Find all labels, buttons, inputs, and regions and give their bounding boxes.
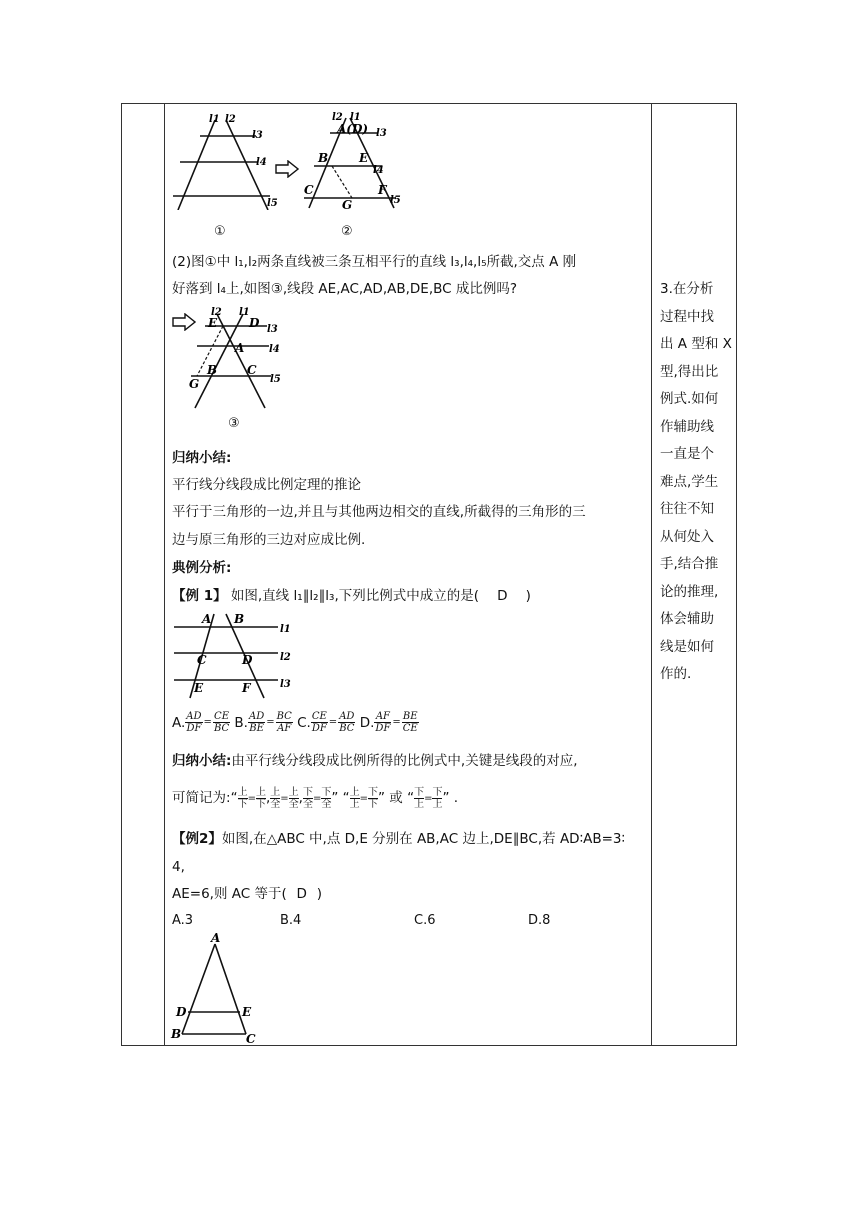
fig3-point-label: E — [208, 316, 218, 330]
side-note: 3.在分析 过程中找 出 A 型和 X 型,得出比 例式.如何 作辅助线 一直是个 难点,学生 往往不知 从何处入 手,结合推 论的推理, 体会辅助 线是如何 作的. — [660, 281, 732, 682]
figure-1 — [170, 110, 280, 210]
ex1-line-label: l1 — [280, 624, 291, 635]
option-c: C.6 — [414, 913, 436, 928]
fig1-line-label: l2 — [225, 114, 236, 125]
example-1-answer: D — [497, 588, 508, 604]
fig2-point-label: F — [378, 183, 387, 197]
fig2-point-label: G — [342, 198, 353, 210]
example-2-line-3: AE=6,则 AC 等于( D ) — [172, 886, 323, 902]
summary-1-heading: 归纳小结: — [172, 450, 232, 466]
example-2-text: 如图,在△ABC 中,点 D,E 分别在 AB,AC 边上,DE∥BC,若 AD∶AB=3∶ — [221, 831, 625, 847]
summary-2-text: 由平行线分线段成比例所得的比例式中,关键是线段的对应, — [231, 753, 578, 769]
ex1-point-label: B — [234, 612, 245, 626]
fig3-line-label: l3 — [267, 324, 278, 335]
analysis-heading: 典例分析: — [172, 560, 232, 576]
column-divider-left — [164, 103, 165, 1046]
ex1-point-label: C — [197, 653, 207, 667]
fig2-point-label: E — [359, 151, 369, 165]
fig3-line-label: l1 — [239, 307, 250, 318]
option-c: C. $\frac{CE}{DF}$ = $\frac{AD}{BC}$ — [297, 711, 355, 734]
example-1-tag: 【例 1】 — [172, 588, 227, 604]
fig1-line-label: l3 — [252, 130, 263, 141]
option-b: B.4 — [280, 913, 302, 928]
fig2-point-label: B — [318, 151, 329, 165]
example-1-figure — [170, 610, 295, 700]
example-1-question — [172, 586, 531, 606]
ex1-line-label: l2 — [280, 652, 291, 663]
summary-1-line-2: 平行于三角形的一边,并且与其他两边相交的直线,所截得的三角形的三 — [172, 504, 586, 520]
ex2-point-label: A — [211, 931, 221, 945]
ex1-line-label: l3 — [280, 679, 291, 690]
fig3-line-label: l4 — [269, 344, 280, 355]
fig3-point-label: A — [235, 341, 245, 355]
fig3-point-label: D — [249, 316, 260, 330]
summary-2-line-1 — [172, 751, 578, 771]
ex2-point-label: B — [171, 1027, 182, 1041]
summary-1-line-3: 边与原三角形的三边对应成比例. — [172, 532, 366, 548]
question-2-line-2: 好落到 l₄上,如图③,线段 AE,AC,AD,AB,DE,BC 成比例吗? — [172, 281, 518, 297]
fig2-point-label: C — [304, 183, 314, 197]
option-d: D.8 — [528, 913, 551, 928]
example-2-tag: 【例2】 — [172, 831, 222, 847]
ex2-point-label: D — [176, 1005, 187, 1019]
example-1-close: ) — [525, 588, 531, 604]
ex1-point-label: E — [194, 681, 204, 695]
option-b: B. $\frac{AD}{BE}$ = $\frac{BC}{AF}$ — [234, 711, 292, 734]
fig2-line-label: l5 — [390, 195, 401, 206]
summary-2-mnemonic: 可简记为:“ 上 下 = 上 下 , 上 全 = 上 全 , 下 全 = 下 全 ” “ 上 上 = 下 下 ” 或 “ 下 上 = 下 上 ” . — [172, 786, 459, 810]
summary-2-heading: 归纳小结: — [172, 753, 232, 769]
example-2-answer: D — [296, 886, 307, 902]
figure-3 — [183, 302, 293, 412]
example-2-line-2: 4, — [172, 859, 185, 875]
fig3-point-label: B — [207, 363, 218, 377]
ex2-point-label: C — [246, 1032, 256, 1045]
question-2-line-1: (2)图①中 l₁,l₂两条直线被三条互相平行的直线 l₃,l₄,l₅所截,交点 A 刚 — [172, 254, 577, 270]
fig1-line-label: l5 — [267, 198, 278, 209]
fig3-point-label: G — [189, 377, 200, 391]
fig1-line-label: l4 — [256, 157, 267, 168]
figure-3-caption: ③ — [228, 416, 240, 431]
fig2-point-label: A(D) — [337, 122, 369, 136]
figure-2-caption: ② — [341, 224, 353, 239]
fig3-point-label: C — [247, 363, 257, 377]
option-a: A.3 — [172, 913, 194, 928]
fig2-line-label: l1 — [350, 112, 361, 123]
fig1-line-label: l1 — [209, 114, 220, 125]
ex1-point-label: D — [242, 653, 253, 667]
option-d: D. $\frac{AF}{DF}$ = $\frac{BE}{CE}$ — [359, 711, 418, 734]
figure-1-caption: ① — [214, 224, 226, 239]
option-a: A. $\frac{AD}{DF}$ = $\frac{CE}{BC}$ — [172, 711, 230, 734]
fig2-line-label: l4 — [373, 165, 384, 176]
ex1-point-label: F — [242, 681, 251, 695]
example-1-options — [172, 711, 419, 734]
example-2-line-1 — [172, 829, 625, 849]
fig3-line-label: l5 — [270, 374, 281, 385]
example-1-text: 如图,直线 l₁∥l₂∥l₃,下列比例式中成立的是( — [230, 588, 480, 604]
fig2-line-label: l3 — [376, 128, 387, 139]
fig2-line-label: l2 — [332, 112, 343, 123]
ex2-point-label: E — [242, 1005, 252, 1019]
figure-2 — [296, 108, 406, 210]
fig3-line-label: l2 — [211, 307, 222, 318]
summary-1-line-1: 平行线分线段成比例定理的推论 — [172, 477, 361, 493]
ex1-point-label: A — [202, 612, 212, 626]
column-divider-right — [651, 103, 652, 1046]
example-2-figure — [168, 930, 268, 1045]
